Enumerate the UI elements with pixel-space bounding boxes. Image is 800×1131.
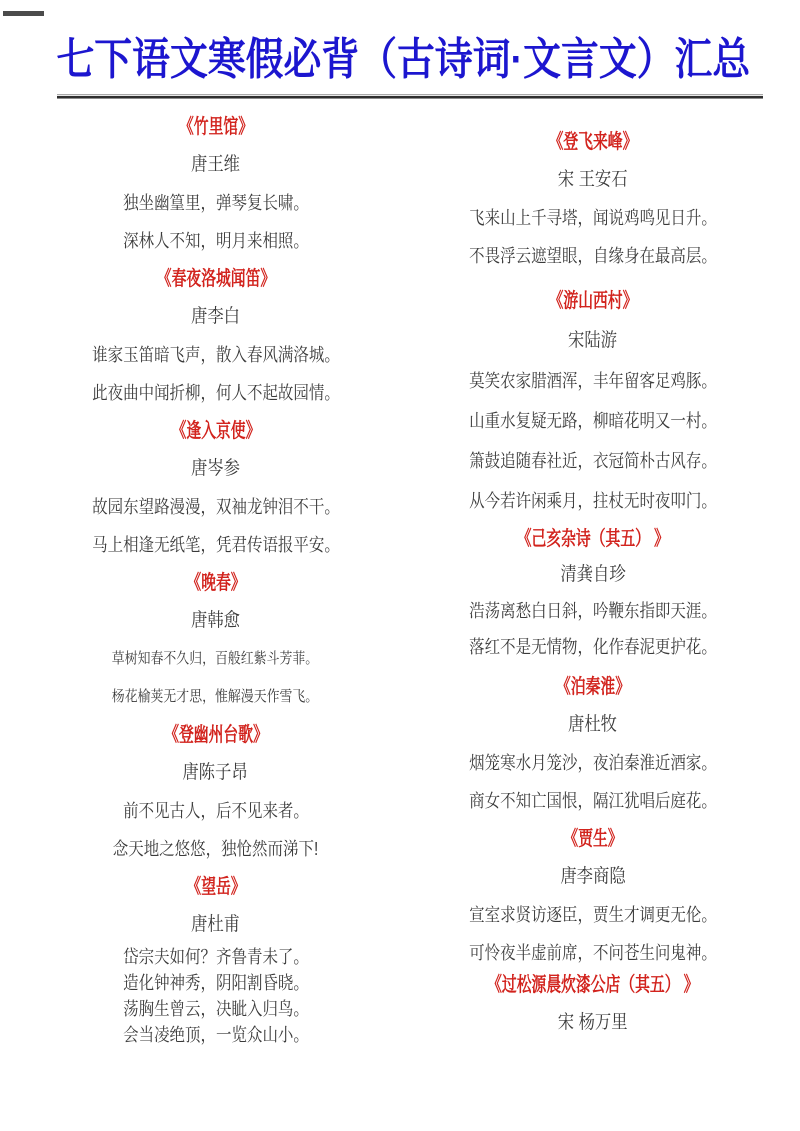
poem-title-text: 《泊秦淮》 [556, 676, 630, 698]
poem-title [28, 868, 403, 906]
poem-title-text: 《竹里馆》 [178, 116, 253, 138]
poem-line [28, 336, 403, 374]
poem-line [413, 744, 773, 782]
poem-line-text: 宣室求贤访逐臣，贾生才调更无伦。 [469, 905, 717, 925]
poem-author-text: 唐杜牧 [568, 714, 618, 735]
poems-column-right [413, 105, 773, 1042]
poem-line [28, 996, 403, 1022]
poem-author [413, 321, 773, 361]
poem-title [28, 108, 403, 146]
poem-line [413, 782, 773, 820]
poem-title-text: 《过松源晨炊漆公店（其五） 》 [487, 974, 699, 996]
poem-line [28, 792, 403, 830]
poem-author-text: 唐岑参 [190, 458, 241, 479]
poem-title-text: 《登飞来峰》 [548, 131, 638, 153]
poem-author-text: 宋 王安石 [558, 169, 628, 190]
poem-line-text: 荡胸生曾云，决眦入归鸟。 [122, 999, 309, 1019]
poem-line [413, 237, 773, 275]
poem-line [413, 481, 773, 521]
poem-author [28, 298, 403, 336]
poem-title [413, 966, 773, 1004]
poem-title [413, 521, 773, 557]
poem [413, 966, 773, 1042]
poem [413, 668, 773, 820]
poem-author [413, 858, 773, 896]
poem-line [413, 361, 773, 401]
poem-line-text: 落红不是无情物，化作春泥更护花。 [469, 637, 717, 657]
poem-line [413, 401, 773, 441]
poem-line-text: 此夜曲中闻折柳，何人不起故园情。 [91, 383, 340, 403]
poem-line [413, 629, 773, 665]
poem-line-text: 岱宗夫如何？齐鲁青未了。 [122, 947, 309, 967]
poem-title-text: 《晚春》 [185, 572, 246, 594]
poem-line-text: 会当凌绝顶，一览众山小。 [122, 1025, 309, 1045]
poem-line-text: 莫笑农家腊酒浑，丰年留客足鸡豚。 [469, 371, 717, 391]
poem-author-text: 唐陈子昂 [182, 762, 249, 783]
poem-line [28, 374, 403, 412]
poem-line [28, 640, 403, 678]
poem-line-text: 从今若许闲乘月，拄杖无时夜叩门。 [469, 491, 717, 511]
poem-title [28, 564, 403, 602]
poem-line-text: 可怜夜半虚前席，不问苍生问鬼神。 [469, 943, 717, 963]
poem-line-text: 深林人不知，明月来相照。 [122, 231, 309, 251]
poem-line [413, 199, 773, 237]
poem [413, 521, 773, 665]
poem-line [413, 896, 773, 934]
poem-line-text: 独坐幽篁里，弹琴复长啸。 [122, 193, 309, 213]
poem-author-text: 唐杜甫 [190, 914, 241, 935]
poem-line [28, 526, 403, 564]
poem-author [413, 557, 773, 593]
title-underline [57, 94, 763, 99]
poem-line-text: 商女不知亡国恨，隔江犹唱后庭花。 [469, 791, 717, 811]
poems-column-left [28, 105, 403, 1048]
poem-line-text: 杨花榆荚无才思，惟解漫天作雪飞。 [112, 688, 319, 705]
poem-author [413, 706, 773, 744]
poem-title-text: 《望岳》 [185, 876, 246, 898]
poem-line-text: 山重水复疑无路，柳暗花明又一村。 [469, 411, 717, 431]
poem [28, 564, 403, 716]
poem-title-text: 《登幽州台歌》 [163, 724, 268, 746]
poem-author-text: 唐李白 [190, 306, 241, 327]
poem-line [28, 944, 403, 970]
scan-artifact-dash [3, 11, 44, 16]
poem-author-text: 唐李商隐 [560, 866, 626, 887]
poem-line-text: 马上相逢无纸笔，凭君传语报平安。 [91, 535, 340, 555]
poem-title [28, 412, 403, 450]
poem-author [28, 602, 403, 640]
poem-line-text: 谁家玉笛暗飞声，散入春风满洛城。 [91, 345, 340, 365]
poem-author [28, 450, 403, 488]
poem-title [413, 281, 773, 321]
poem-line [28, 488, 403, 526]
poem-line-text: 箫鼓追随春社近，衣冠简朴古风存。 [469, 451, 717, 471]
poem-author [28, 146, 403, 184]
poem-title [28, 260, 403, 298]
poem-line-text: 飞来山上千寻塔，闻说鸡鸣见日升。 [469, 208, 717, 228]
poem [28, 260, 403, 412]
poem-line-text: 造化钟神秀，阴阳割昏晓。 [122, 973, 309, 993]
poem-author-text: 清龚自珍 [560, 564, 626, 585]
poem-line-text: 不畏浮云遮望眼，自缘身在最高层。 [469, 246, 717, 266]
poem-author-text: 唐王维 [190, 154, 241, 175]
poem-line-text: 念天地之悠悠，独怆然而涕下! [112, 839, 319, 859]
poem-title [413, 123, 773, 161]
poem-title-text: 《贾生》 [563, 828, 623, 850]
poem-title [413, 820, 773, 858]
poem-title-text: 《逢入京使》 [171, 420, 260, 442]
poem-author-text: 唐韩愈 [190, 610, 241, 631]
poem-author [413, 161, 773, 199]
poem [28, 868, 403, 1048]
poem [28, 108, 403, 260]
poem-line-text: 前不见古人，后不见来者。 [122, 801, 309, 821]
poem-line [28, 830, 403, 868]
poem-author [28, 906, 403, 944]
poem-line-text: 故园东望路漫漫，双袖龙钟泪不干。 [91, 497, 340, 517]
poem-line [413, 441, 773, 481]
poem-title [28, 716, 403, 754]
poem-line [28, 678, 403, 716]
poem-author-text: 宋陆游 [568, 330, 618, 351]
poem [413, 123, 773, 275]
poem-title-text: 《春夜洛城闻笛》 [156, 268, 275, 290]
poem-author [413, 1004, 773, 1042]
poem-line [28, 1022, 403, 1048]
poem-line [28, 184, 403, 222]
poem-line [28, 970, 403, 996]
poem [28, 716, 403, 868]
page-title [0, 0, 800, 88]
poem-line-text: 草树知春不久归，百般红紫斗芳菲。 [112, 650, 319, 667]
poem-author [28, 754, 403, 792]
poem-title-text: 《己亥杂诗（其五） 》 [516, 528, 670, 550]
poem-line-text: 烟笼寒水月笼沙，夜泊秦淮近酒家。 [469, 753, 717, 773]
poem-title-text: 《游山西村》 [548, 290, 638, 312]
poem-line [413, 593, 773, 629]
poem [28, 412, 403, 564]
poem [413, 281, 773, 521]
poem-author-text: 宋 杨万里 [558, 1012, 628, 1033]
poem-line [28, 222, 403, 260]
poem [413, 820, 773, 972]
poem-title [413, 668, 773, 706]
poem-line-text: 浩荡离愁白日斜，吟鞭东指即天涯。 [469, 601, 717, 621]
page-title-text: 七下语文寒假必背（古诗词·文言文）汇总 [56, 35, 751, 84]
